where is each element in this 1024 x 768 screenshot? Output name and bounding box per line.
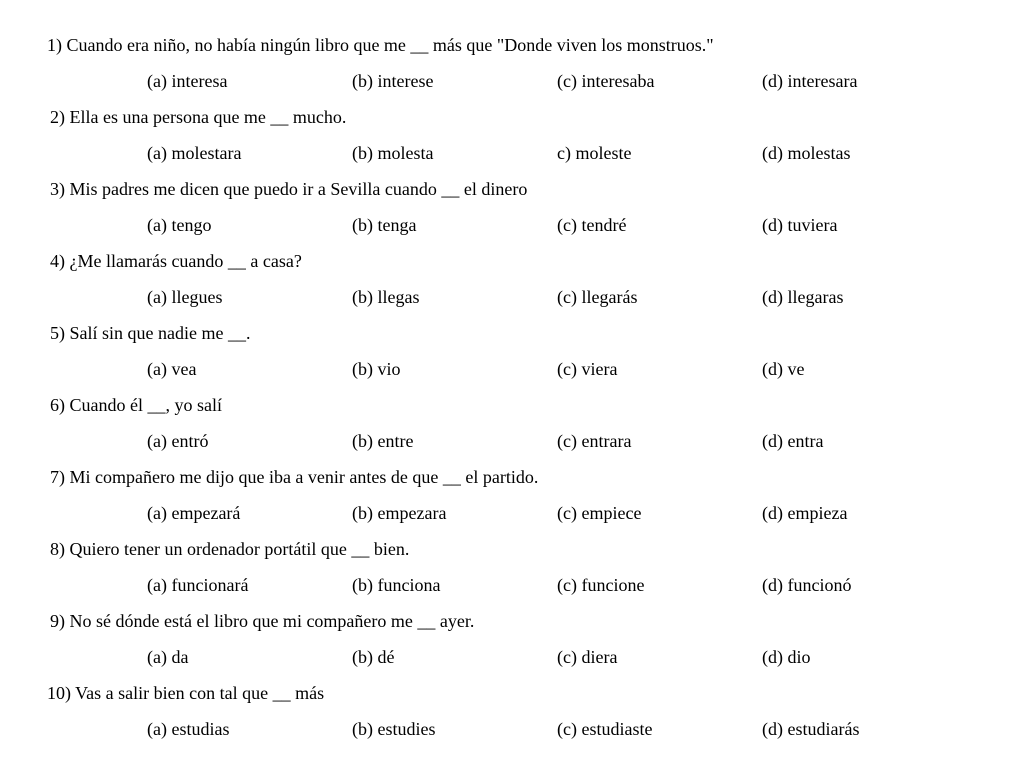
option-b: (b) interese bbox=[352, 71, 434, 91]
quiz-item-9 bbox=[0, 607, 1024, 679]
option-b: (b) entre bbox=[352, 431, 414, 451]
option-a: (a) molestara bbox=[147, 143, 242, 163]
question-text: 7) Mi compañero me dijo que iba a venir antes de que __ el partido. bbox=[50, 467, 539, 487]
option-c: (c) viera bbox=[557, 359, 618, 379]
option-d: (d) interesara bbox=[762, 71, 858, 91]
quiz-item-6 bbox=[0, 391, 1024, 463]
option-d: (d) llegaras bbox=[762, 287, 844, 307]
option-c: (c) diera bbox=[557, 647, 618, 667]
quiz-item-5 bbox=[0, 319, 1024, 391]
option-d: (d) funcionó bbox=[762, 575, 852, 595]
option-a: (a) da bbox=[147, 647, 189, 667]
answer-options bbox=[0, 283, 1024, 319]
quiz-list bbox=[0, 31, 1024, 751]
option-b: (b) llegas bbox=[352, 287, 420, 307]
option-d: (d) molestas bbox=[762, 143, 851, 163]
quiz-item-4 bbox=[0, 247, 1024, 319]
quiz-item-10 bbox=[0, 679, 1024, 751]
option-a: (a) llegues bbox=[147, 287, 223, 307]
option-b: (b) empezara bbox=[352, 503, 447, 523]
option-a: (a) interesa bbox=[147, 71, 228, 91]
option-a: (a) vea bbox=[147, 359, 197, 379]
option-d: (d) tuviera bbox=[762, 215, 838, 235]
question-text: 5) Salí sin que nadie me __. bbox=[50, 323, 251, 343]
option-c: (c) empiece bbox=[557, 503, 642, 523]
answer-options bbox=[0, 211, 1024, 247]
option-c: (c) estudiaste bbox=[557, 719, 653, 739]
answer-options bbox=[0, 571, 1024, 607]
question-text: 2) Ella es una persona que me __ mucho. bbox=[50, 107, 347, 127]
option-c: (c) entrara bbox=[557, 431, 632, 451]
question-text: 1) Cuando era niño, no había ningún libro que me __ más que "Donde viven los monstruos." bbox=[47, 35, 714, 55]
answer-options bbox=[0, 139, 1024, 175]
option-a: (a) empezará bbox=[147, 503, 241, 523]
question-text: 4) ¿Me llamarás cuando __ a casa? bbox=[50, 251, 302, 271]
option-b: (b) molesta bbox=[352, 143, 434, 163]
option-b: (b) vio bbox=[352, 359, 401, 379]
answer-options bbox=[0, 355, 1024, 391]
question-text: 8) Quiero tener un ordenador portátil que __ bien. bbox=[50, 539, 410, 559]
answer-options bbox=[0, 67, 1024, 103]
option-c: (c) llegarás bbox=[557, 287, 638, 307]
answer-options bbox=[0, 643, 1024, 679]
option-c: (c) funcione bbox=[557, 575, 645, 595]
option-b: (b) funciona bbox=[352, 575, 441, 595]
option-d: (d) dio bbox=[762, 647, 811, 667]
option-a: (a) funcionará bbox=[147, 575, 249, 595]
option-a: (a) entró bbox=[147, 431, 209, 451]
answer-options bbox=[0, 715, 1024, 751]
option-c: c) moleste bbox=[557, 143, 632, 163]
option-b: (b) tenga bbox=[352, 215, 417, 235]
option-d: (d) ve bbox=[762, 359, 805, 379]
answer-options bbox=[0, 499, 1024, 535]
quiz-item-8 bbox=[0, 535, 1024, 607]
option-b: (b) estudies bbox=[352, 719, 436, 739]
option-a: (a) estudias bbox=[147, 719, 230, 739]
quiz-item-3 bbox=[0, 175, 1024, 247]
quiz-item-7 bbox=[0, 463, 1024, 535]
question-text: 10) Vas a salir bien con tal que __ más bbox=[47, 683, 325, 703]
option-c: (c) tendré bbox=[557, 215, 627, 235]
option-d: (d) empieza bbox=[762, 503, 848, 523]
option-b: (b) dé bbox=[352, 647, 395, 667]
quiz-item-2 bbox=[0, 103, 1024, 175]
question-text: 6) Cuando él __, yo salí bbox=[50, 395, 222, 415]
question-text: 3) Mis padres me dicen que puedo ir a Sevilla cuando __ el dinero bbox=[50, 179, 528, 199]
answer-options bbox=[0, 427, 1024, 463]
option-d: (d) estudiarás bbox=[762, 719, 860, 739]
option-d: (d) entra bbox=[762, 431, 824, 451]
quiz-item-1 bbox=[0, 31, 1024, 103]
question-text: 9) No sé dónde está el libro que mi compañero me __ ayer. bbox=[50, 611, 475, 631]
option-c: (c) interesaba bbox=[557, 71, 655, 91]
option-a: (a) tengo bbox=[147, 215, 212, 235]
